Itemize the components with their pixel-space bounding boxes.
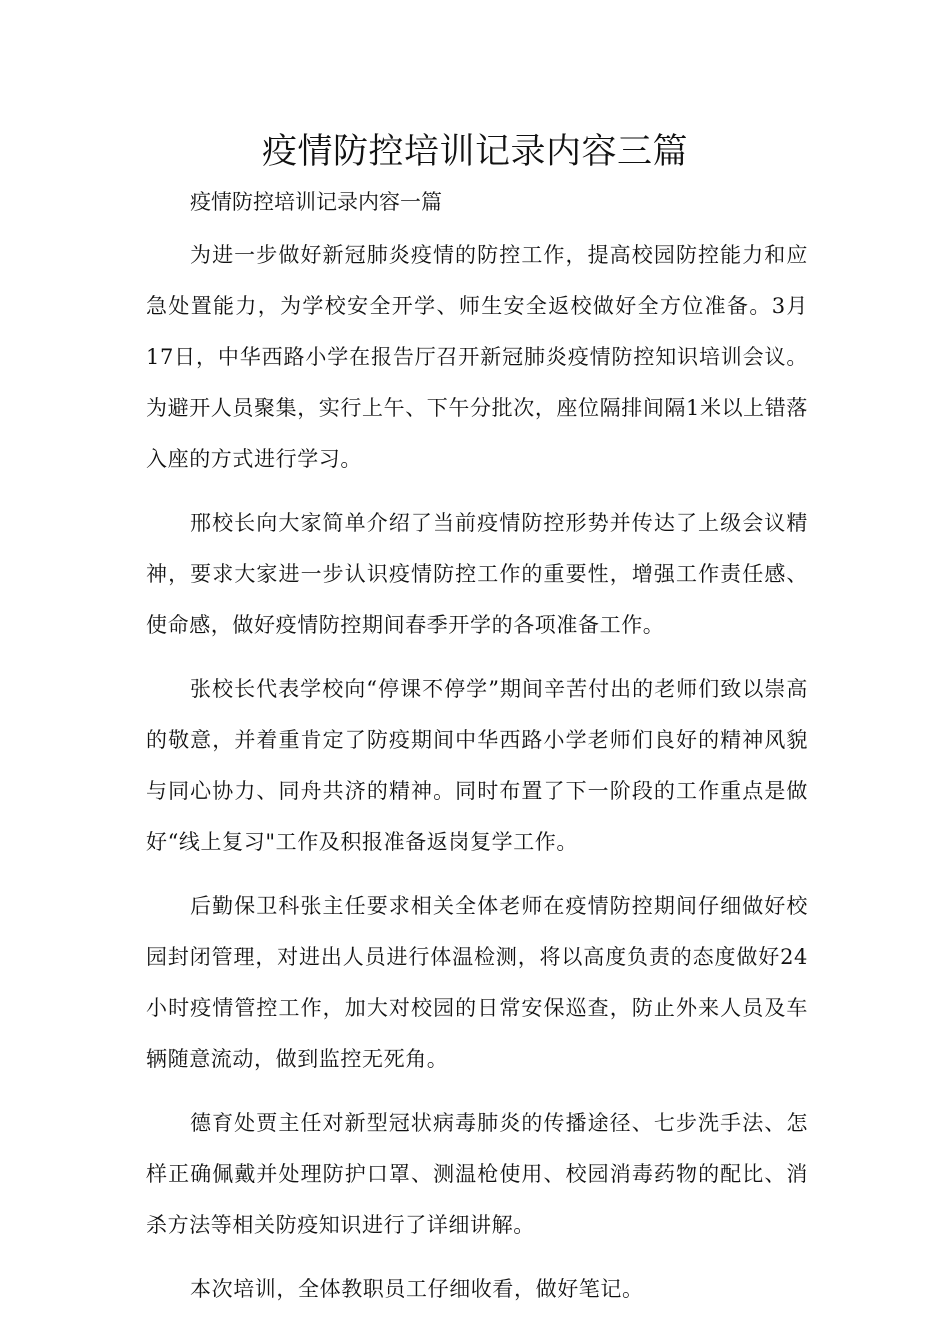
paragraph-2: 邢校长向大家简单介绍了当前疫情防控形势并传达了上级会议精神，要求大家进一步认识疫情防控工作的重要性，增强工作责任感、使命感，做好疫情防控期间春季开学的各项准备工作。 — [146, 511, 808, 637]
paragraph-3: 张校长代表学校向“停课不停学”期间辛苦付出的老师们致以崇高的敬意，并着重肯定了防疫期间中华西路小学老师们良好的精神风貌与同心协力、同舟共济的精神。同时布置了下一阶段的工作重点是做好“线上复习"工作及积报准备返岗复学工作。 — [146, 677, 808, 854]
document-body — [146, 230, 808, 1328]
document-subtitle: 疫情防控培训记录内容一篇 — [190, 190, 442, 214]
paragraph-4: 后勤保卫科张主任要求相关全体老师在疫情防控期间仔细做好校园封闭管理，对进出人员进行体温检测，将以高度负责的态度做好24小时疫情管控工作，加大对校园的日常安保巡查，防止外来人员及车辆随意流动，做到监控无死角。 — [146, 894, 808, 1071]
paragraph-1: 为进一步做好新冠肺炎疫情的防控工作，提高校园防控能力和应急处置能力，为学校安全开学、师生安全返校做好全方位准备。3月17日，中华西路小学在报告厅召开新冠肺炎疫情防控知识培训会议。为避开人员聚集，实行上午、下午分批次，座位隔排间隔1米以上错落入座的方式进行学习。 — [146, 243, 808, 471]
paragraph-5: 德育处贾主任对新型冠状病毒肺炎的传播途径、七步洗手法、怎样正确佩戴并处理防护口罩、测温枪使用、校园消毒药物的配比、消杀方法等相关防疫知识进行了详细讲解。 — [146, 1111, 808, 1237]
paragraph-6: 本次培训，全体教职员工仔细收看，做好笔记。 — [190, 1277, 644, 1301]
document-title: 疫情防控培训记录内容三篇 — [261, 132, 688, 172]
